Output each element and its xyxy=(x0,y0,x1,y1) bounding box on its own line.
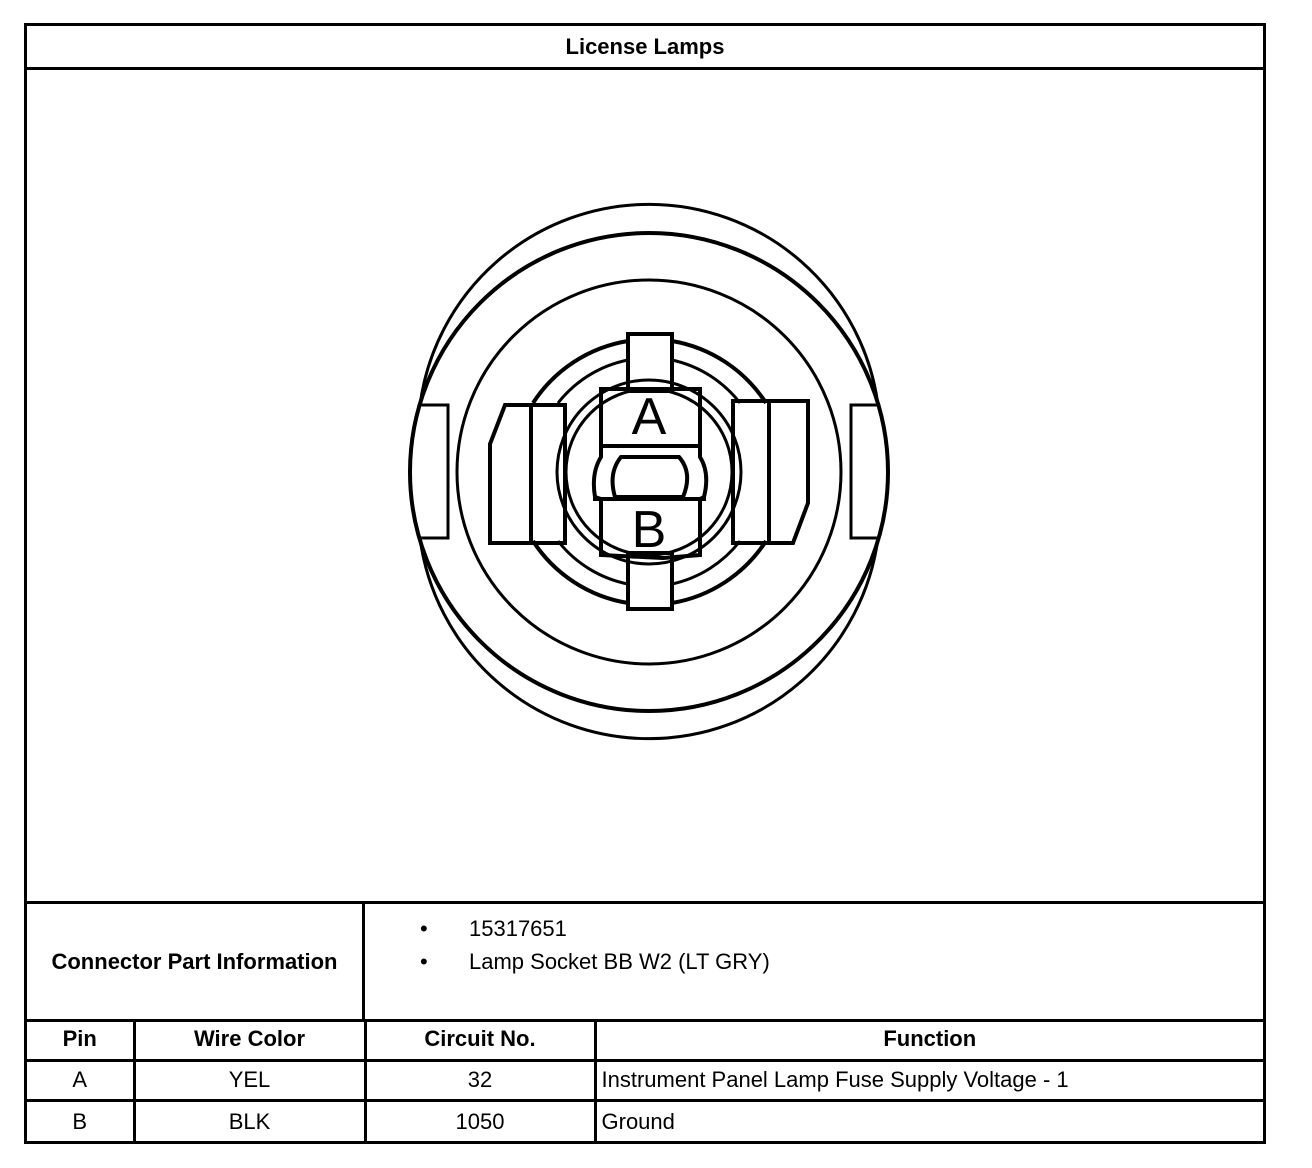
header-function: Function xyxy=(595,1020,1263,1060)
function-cell: Ground xyxy=(595,1101,1263,1141)
terminal-body xyxy=(594,446,706,499)
terminal-oval xyxy=(613,457,688,497)
connector-sheet xyxy=(24,23,1266,1144)
bullet-icon: • xyxy=(420,949,428,974)
terminal-label-b: B xyxy=(631,501,667,559)
left-slot xyxy=(420,405,448,538)
circuit-no-cell: 1050 xyxy=(365,1101,595,1141)
connector-diagram xyxy=(27,70,1263,903)
pin-cell: A xyxy=(27,1060,134,1100)
circuit-no-cell: 32 xyxy=(365,1060,595,1100)
right-slot xyxy=(851,405,878,538)
wire-color-cell: BLK xyxy=(134,1101,365,1141)
connector-face-drawing xyxy=(27,70,1263,903)
wire-color-cell: YEL xyxy=(134,1060,365,1100)
left-latch xyxy=(490,405,565,543)
header-pin: Pin xyxy=(27,1020,134,1060)
bullet-icon: • xyxy=(420,916,428,941)
part-description: Lamp Socket BB W2 (LT GRY) xyxy=(469,949,770,974)
outer-ring xyxy=(410,233,888,711)
table-row xyxy=(27,1060,1263,1100)
table-header-row xyxy=(27,1020,1263,1060)
part-info-list xyxy=(365,904,1263,1019)
terminal-label-a: A xyxy=(631,388,667,446)
pin-table xyxy=(27,1020,1263,1141)
second-ring xyxy=(457,280,841,664)
connector-part-info xyxy=(27,901,1263,1022)
header-circuit-no: Circuit No. xyxy=(365,1020,595,1060)
part-info-label: Connector Part Information xyxy=(27,904,365,1019)
page-title: License Lamps xyxy=(27,26,1263,70)
header-wire-color: Wire Color xyxy=(134,1020,365,1060)
right-latch xyxy=(733,401,808,543)
function-cell: Instrument Panel Lamp Fuse Supply Voltage - 1 xyxy=(595,1060,1263,1100)
part-number: 15317651 xyxy=(469,916,567,941)
table-row xyxy=(27,1101,1263,1141)
pin-cell: B xyxy=(27,1101,134,1141)
